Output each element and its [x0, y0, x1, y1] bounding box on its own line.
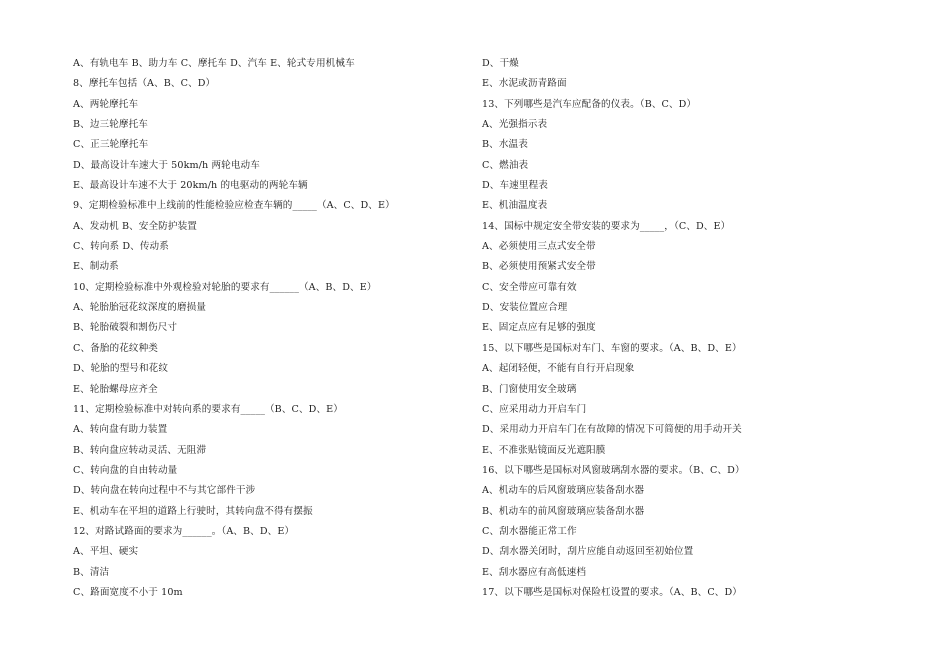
- text-line: A、有轨电车 B、助力车 C、摩托车 D、汽车 E、轮式专用机械车: [73, 58, 355, 69]
- option-line: C、安全带应可靠有效: [482, 281, 577, 293]
- option-line: E、机动车在平坦的道路上行驶时，其转向盘不得有摆振: [73, 505, 313, 517]
- option-line: E、最高设计车速不大于 20km/h 的电驱动的两轮车辆: [73, 180, 308, 192]
- option-line: C、路面宽度不小于 10m: [73, 586, 183, 598]
- question-11: 11、定期检验标准中对转向系的要求有_____（B、C、D、E）: [73, 403, 343, 415]
- option-line: D、最高设计车速大于 50km/h 两轮电动车: [73, 159, 260, 171]
- question-9: 9、定期检验标准中上线前的性能检验应检查车辆的_____（A、C、D、E）: [73, 200, 395, 212]
- option-line: D、转向盘在转向过程中不与其它部件干涉: [73, 485, 256, 497]
- option-line: D、干燥: [482, 58, 519, 69]
- option-line: B、水温表: [482, 139, 528, 151]
- option-line: E、机油温度表: [482, 200, 548, 212]
- option-line: A、机动车的后风窗玻璃应装备刮水器: [482, 485, 645, 497]
- option-line: C、转向盘的自由转动量: [73, 464, 178, 476]
- option-line: A、两轮摩托车: [73, 98, 139, 110]
- option-line: D、轮胎的型号和花纹: [73, 363, 169, 375]
- option-line: B、必须使用预紧式安全带: [482, 261, 596, 273]
- option-line: C、备胎的花纹种类: [73, 342, 158, 354]
- option-line: B、机动车的前风窗玻璃应装备刮水器: [482, 505, 645, 517]
- option-line: E、制动系: [73, 261, 119, 273]
- question-16: 16、以下哪些是国标对风窗玻璃刮水器的要求。（B、C、D）: [482, 464, 745, 476]
- option-line: E、固定点应有足够的强度: [482, 322, 596, 334]
- right-column: [482, 54, 902, 603]
- question-12: 12、对路试路面的要求为______。（A、B、D、E）: [73, 525, 295, 537]
- option-line: E、水泥或沥青路面: [482, 78, 567, 90]
- option-line: B、门窗使用安全玻璃: [482, 383, 577, 395]
- option-line: B、轮胎破裂和割伤尺寸: [73, 322, 178, 334]
- option-line: A、起闭轻便，不能有自行开启现象: [482, 363, 635, 375]
- question-17: 17、以下哪些是国标对保险杠设置的要求。（A、B、C、D）: [482, 586, 742, 598]
- option-line: B、转向盘应转动灵活、无阻滞: [73, 444, 207, 456]
- option-line: D、刮水器关闭时，刮片应能自动返回至初始位置: [482, 546, 694, 558]
- option-line: E、刮水器应有高低速档: [482, 566, 587, 578]
- left-column: [73, 54, 493, 603]
- question-13: 13、下列哪些是汽车应配备的仪表。（B、C、D）: [482, 98, 697, 110]
- option-line: C、转向系 D、传动系: [73, 241, 169, 253]
- option-line: D、车速里程表: [482, 180, 548, 192]
- option-line: A、轮胎胎冠花纹深度的磨损量: [73, 302, 207, 314]
- option-line: C、应采用动力开启车门: [482, 403, 587, 415]
- option-line: A、光强指示表: [482, 119, 548, 131]
- option-line: D、安装位置应合理: [482, 302, 568, 314]
- option-line: C、正三轮摩托车: [73, 139, 149, 151]
- option-line: E、轮胎螺母应齐全: [73, 383, 158, 395]
- question-15: 15、以下哪些是国标对车门、车窗的要求。（A、B、D、E）: [482, 342, 742, 354]
- option-line: A、发动机 B、安全防护装置: [73, 220, 197, 232]
- option-line: A、必须使用三点式安全带: [482, 241, 596, 253]
- option-line: B、清洁: [73, 566, 110, 578]
- option-line: E、不准张贴镜面反光遮阳膜: [482, 444, 606, 456]
- question-14: 14、国标中规定安全带安装的要求为_____，（C、D、E）: [482, 220, 731, 232]
- option-line: D、采用动力开启车门在有故障的情况下可简便的用手动开关: [482, 424, 742, 436]
- option-line: B、边三轮摩托车: [73, 119, 149, 131]
- option-line: C、燃油表: [482, 159, 529, 171]
- option-line: A、转向盘有助力装置: [73, 424, 168, 436]
- option-line: C、刮水器能正常工作: [482, 525, 577, 537]
- question-8: 8、摩托车包括（A、B、C、D）: [73, 78, 216, 90]
- question-10: 10、定期检验标准中外观检验对轮胎的要求有______（A、B、D、E）: [73, 281, 377, 293]
- option-line: A、平坦、硬实: [73, 546, 139, 558]
